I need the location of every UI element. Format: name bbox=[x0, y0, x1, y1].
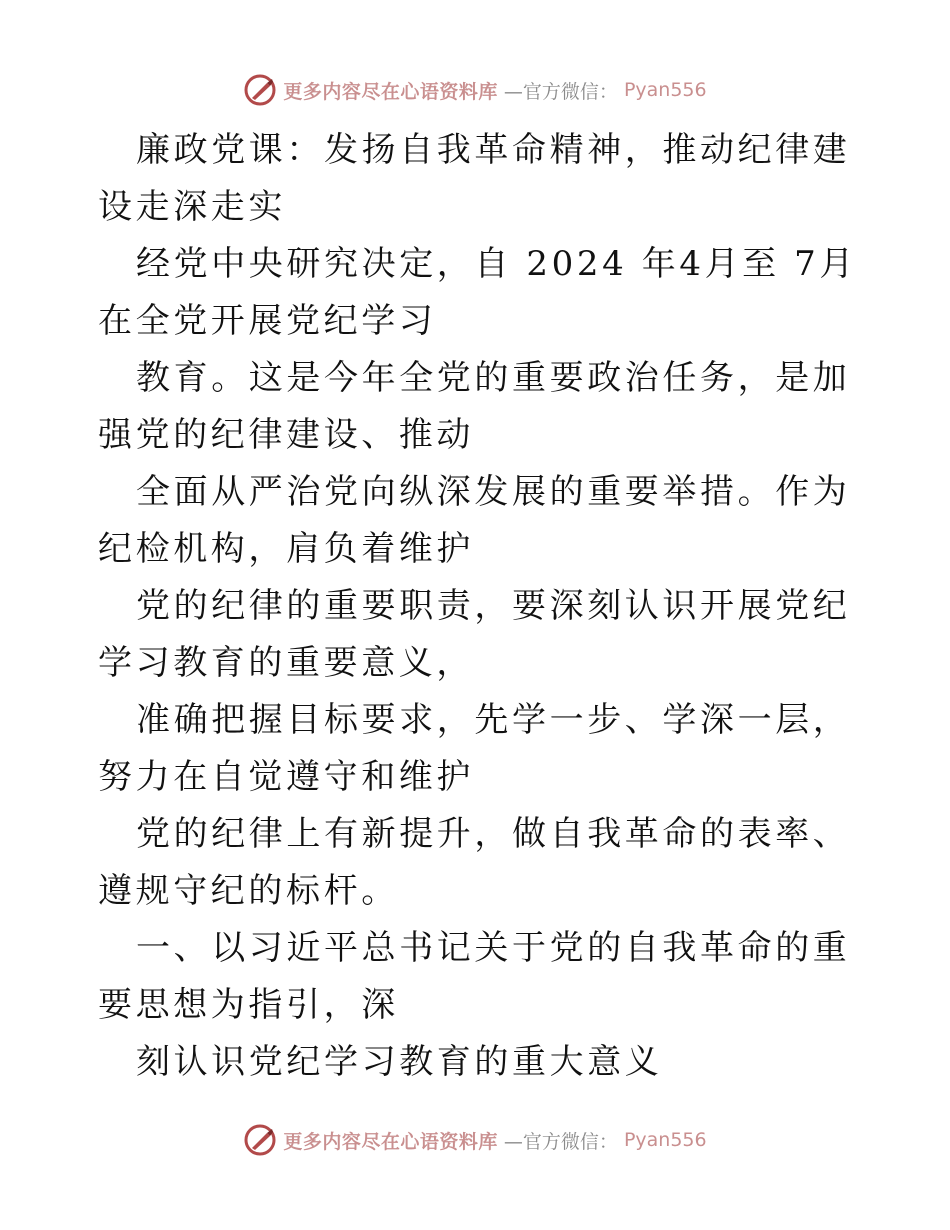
paragraph: 经党中央研究决定，自 2024 年4月至 7月在全党开展党纪学习 bbox=[98, 244, 858, 341]
watermark-wechat-id: Pyan556 bbox=[623, 79, 707, 101]
header-watermark bbox=[0, 73, 950, 107]
paragraph: 教育。这是今年全党的重要政治任务，是加强党的纪律建设、推动 bbox=[98, 358, 851, 455]
paragraph: 党的纪律的重要职责，要深刻认识开展党纪学习教育的重要意义， bbox=[98, 586, 851, 683]
watermark-separator: —官方微信： bbox=[503, 1130, 618, 1153]
document-body bbox=[98, 122, 858, 1091]
paragraph: 刻认识党纪学习教育的重大意义 bbox=[136, 1042, 663, 1082]
watermark-wechat-id: Pyan556 bbox=[623, 1129, 707, 1151]
paragraph: 党的纪律上有新提升，做自我革命的表率、遵规守纪的标杆。 bbox=[98, 814, 851, 911]
footer-watermark bbox=[0, 1123, 950, 1157]
document-title: 廉政党课：发扬自我革命精神，推动纪律建设走深走实 bbox=[98, 130, 851, 227]
quill-pen-circle-icon bbox=[243, 1123, 277, 1157]
watermark-separator: —官方微信： bbox=[503, 80, 618, 103]
watermark-main-text: 更多内容尽在心语资料库 bbox=[283, 1130, 498, 1153]
section-heading: 一、以习近平总书记关于党的自我革命的重要思想为指引，深 bbox=[98, 928, 851, 1025]
paragraph: 准确把握目标要求，先学一步、学深一层，努力在自觉遵守和维护 bbox=[98, 700, 851, 797]
quill-pen-circle-icon bbox=[243, 73, 277, 107]
paragraph: 全面从严治党向纵深发展的重要举措。作为纪检机构，肩负着维护 bbox=[98, 472, 851, 569]
watermark-main-text: 更多内容尽在心语资料库 bbox=[283, 80, 498, 103]
